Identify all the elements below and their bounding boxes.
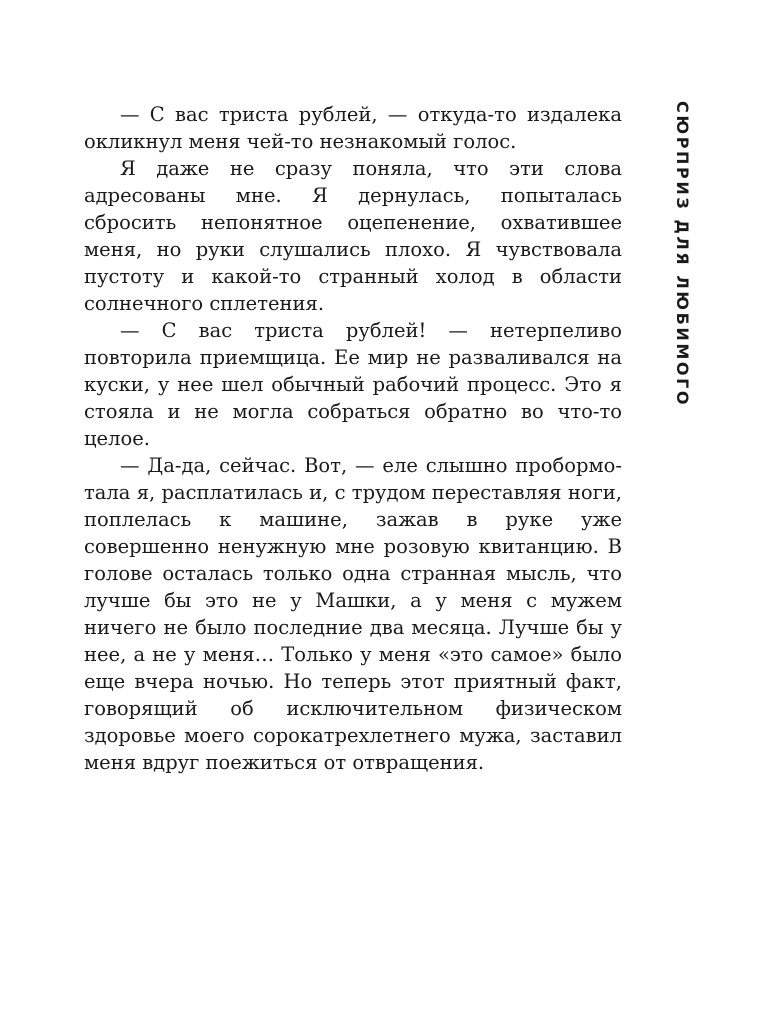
paragraph-1: — С вас триста рублей, — откуда-то издалека окликнул меня чей-то незнакомый голос. [84, 103, 622, 153]
paragraph-2: Я даже не сразу поняла, что эти слова адресованы мне. Я дернулась, попыталась сбросить непонятное оцепенение, охватившее меня, но руки слушались плохо. Я чувствовала пустоту и какой-то странный холод в области солнечного сплетения. [84, 157, 622, 315]
running-head: СЮРПРИЗ ДЛЯ ЛЮБИМОГО [673, 101, 692, 408]
paragraph-3: — С вас триста рублей! — нетерпеливо повторила приемщица. Ее мир не разваливался на куски, у нее шел обычный рабочий процесс. Это я стояла и не могла собраться обратно во что-то целое. [84, 319, 622, 450]
paragraph-4: — Да-да, сейчас. Вот, — еле слышно пробормотала я, расплатилась и, с трудом переставляя ноги, поплелась к машине, зажав в руке уже совершенно ненужную мне розовую квитанцию. В голове осталась только одна странная мысль, что лучше бы это не у Машки, а у меня с мужем ничего не было последние два месяца. Лучше бы у нее, а не у меня… Только у меня «это самое» было еще вчера ночью. Но теперь этот приятный факт, говорящий об исключительном физическом здоровье моего сорокатрехлетнего мужа, заставил меня вдруг поежиться от отвращения. [84, 454, 622, 774]
body-text [84, 101, 622, 776]
